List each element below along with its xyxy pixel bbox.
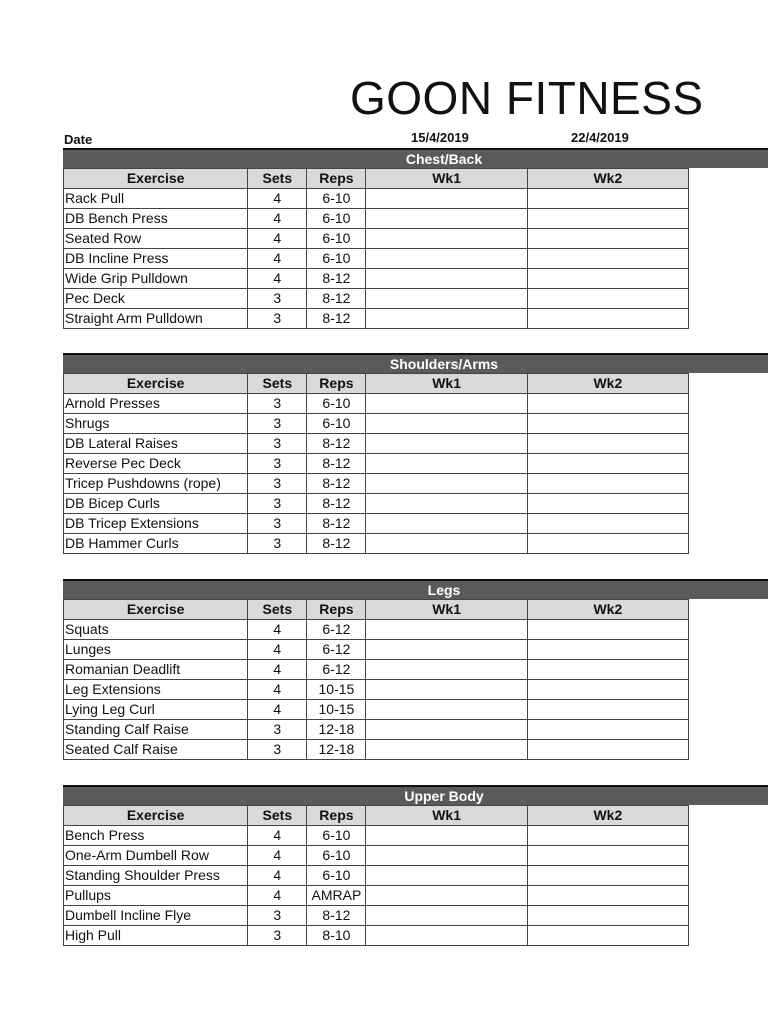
wk1-cell[interactable] bbox=[366, 680, 527, 700]
reps-cell[interactable]: 6-10 bbox=[307, 209, 366, 229]
wk1-cell[interactable] bbox=[366, 249, 527, 269]
exercise-cell[interactable]: Seated Calf Raise bbox=[64, 740, 248, 760]
column-header-wk1: Wk1 bbox=[366, 374, 527, 394]
exercise-table bbox=[63, 373, 689, 554]
table-row bbox=[64, 740, 689, 760]
column-header-wk2: Wk2 bbox=[527, 806, 688, 826]
wk2-cell[interactable] bbox=[527, 640, 688, 660]
section-upper-body bbox=[63, 785, 768, 946]
section-title: Upper Body bbox=[404, 788, 484, 804]
wk1-cell[interactable] bbox=[366, 720, 527, 740]
sets-cell[interactable]: 4 bbox=[248, 269, 307, 289]
sets-cell[interactable]: 3 bbox=[248, 534, 307, 554]
column-header-reps: Reps bbox=[307, 600, 366, 620]
wk2-cell[interactable] bbox=[527, 414, 688, 434]
wk2-cell[interactable] bbox=[527, 660, 688, 680]
section-header-bar bbox=[63, 148, 768, 168]
wk2-cell[interactable] bbox=[527, 514, 688, 534]
column-header-exercise: Exercise bbox=[64, 600, 248, 620]
reps-cell[interactable]: 8-10 bbox=[307, 926, 366, 946]
table-row bbox=[64, 434, 689, 454]
column-header-wk2: Wk2 bbox=[527, 374, 688, 394]
wk1-cell[interactable] bbox=[366, 886, 527, 906]
section-shoulders-arms bbox=[63, 353, 768, 554]
sets-cell[interactable]: 3 bbox=[248, 434, 307, 454]
table-row bbox=[64, 394, 689, 414]
sets-cell[interactable]: 3 bbox=[248, 454, 307, 474]
reps-cell[interactable]: 6-12 bbox=[307, 620, 366, 640]
wk1-cell[interactable] bbox=[366, 209, 527, 229]
exercise-cell[interactable]: Squats bbox=[64, 620, 248, 640]
wk1-cell[interactable] bbox=[366, 660, 527, 680]
date-label: Date bbox=[64, 132, 93, 147]
table-row bbox=[64, 846, 689, 866]
table-row bbox=[64, 249, 689, 269]
table-row bbox=[64, 289, 689, 309]
wk1-cell[interactable] bbox=[366, 514, 527, 534]
date-wk2[interactable]: 22/4/2019 bbox=[571, 130, 629, 145]
sets-cell[interactable]: 4 bbox=[248, 700, 307, 720]
exercise-cell[interactable]: Shrugs bbox=[64, 414, 248, 434]
wk1-cell[interactable] bbox=[366, 474, 527, 494]
column-header-wk1: Wk1 bbox=[366, 169, 527, 189]
table-row bbox=[64, 474, 689, 494]
table-row bbox=[64, 454, 689, 474]
column-header-reps: Reps bbox=[307, 374, 366, 394]
exercise-cell[interactable]: High Pull bbox=[64, 926, 248, 946]
table-row bbox=[64, 926, 689, 946]
table-header-row bbox=[64, 600, 689, 620]
wk2-cell[interactable] bbox=[527, 289, 688, 309]
reps-cell[interactable]: 8-12 bbox=[307, 434, 366, 454]
sets-cell[interactable]: 4 bbox=[248, 620, 307, 640]
exercise-cell[interactable]: Pullups bbox=[64, 886, 248, 906]
wk1-cell[interactable] bbox=[366, 534, 527, 554]
section-chest-back bbox=[63, 148, 768, 329]
sets-cell[interactable]: 4 bbox=[248, 209, 307, 229]
column-header-reps: Reps bbox=[307, 169, 366, 189]
section-title: Legs bbox=[427, 582, 461, 598]
exercise-cell[interactable]: Reverse Pec Deck bbox=[64, 454, 248, 474]
table-row bbox=[64, 640, 689, 660]
wk2-cell[interactable] bbox=[527, 249, 688, 269]
reps-cell[interactable]: 8-12 bbox=[307, 906, 366, 926]
exercise-cell[interactable]: Wide Grip Pulldown bbox=[64, 269, 248, 289]
section-title: Chest/Back bbox=[405, 151, 483, 167]
sets-cell[interactable]: 4 bbox=[248, 189, 307, 209]
wk1-cell[interactable] bbox=[366, 309, 527, 329]
reps-cell[interactable]: 6-10 bbox=[307, 866, 366, 886]
section-header-bar bbox=[63, 353, 768, 373]
reps-cell[interactable]: 6-12 bbox=[307, 660, 366, 680]
sets-cell[interactable]: 4 bbox=[248, 846, 307, 866]
reps-cell[interactable]: 6-10 bbox=[307, 229, 366, 249]
sets-cell[interactable]: 3 bbox=[248, 926, 307, 946]
column-header-reps: Reps bbox=[307, 806, 366, 826]
table-row bbox=[64, 189, 689, 209]
wk2-cell[interactable] bbox=[527, 926, 688, 946]
section-header-bar bbox=[63, 579, 768, 599]
reps-cell[interactable]: 8-12 bbox=[307, 534, 366, 554]
exercise-cell[interactable]: DB Bench Press bbox=[64, 209, 248, 229]
page-title: GOON FITNESS bbox=[350, 72, 704, 124]
wk2-cell[interactable] bbox=[527, 189, 688, 209]
exercise-cell[interactable]: Rack Pull bbox=[64, 189, 248, 209]
wk1-cell[interactable] bbox=[366, 906, 527, 926]
sets-cell[interactable]: 3 bbox=[248, 309, 307, 329]
wk1-cell[interactable] bbox=[366, 866, 527, 886]
reps-cell[interactable]: 10-15 bbox=[307, 680, 366, 700]
column-header-exercise: Exercise bbox=[64, 374, 248, 394]
wk2-cell[interactable] bbox=[527, 846, 688, 866]
column-header-wk1: Wk1 bbox=[366, 806, 527, 826]
wk2-cell[interactable] bbox=[527, 394, 688, 414]
wk2-cell[interactable] bbox=[527, 826, 688, 846]
exercise-cell[interactable]: Standing Shoulder Press bbox=[64, 866, 248, 886]
reps-cell[interactable]: 8-12 bbox=[307, 474, 366, 494]
wk2-cell[interactable] bbox=[527, 209, 688, 229]
table-row bbox=[64, 309, 689, 329]
wk2-cell[interactable] bbox=[527, 434, 688, 454]
reps-cell[interactable]: 8-12 bbox=[307, 309, 366, 329]
table-row bbox=[64, 720, 689, 740]
sets-cell[interactable]: 4 bbox=[248, 866, 307, 886]
exercise-cell[interactable]: Bench Press bbox=[64, 826, 248, 846]
column-header-wk1: Wk1 bbox=[366, 600, 527, 620]
column-header-exercise: Exercise bbox=[64, 169, 248, 189]
exercise-table bbox=[63, 599, 689, 760]
sets-cell[interactable]: 4 bbox=[248, 826, 307, 846]
reps-cell[interactable]: 6-12 bbox=[307, 640, 366, 660]
wk2-cell[interactable] bbox=[527, 620, 688, 640]
reps-cell[interactable]: 8-12 bbox=[307, 514, 366, 534]
sets-cell[interactable]: 3 bbox=[248, 906, 307, 926]
column-header-exercise: Exercise bbox=[64, 806, 248, 826]
exercise-cell[interactable]: Dumbell Incline Flye bbox=[64, 906, 248, 926]
section-header-bar bbox=[63, 785, 768, 805]
reps-cell[interactable]: AMRAP bbox=[307, 886, 366, 906]
table-row bbox=[64, 700, 689, 720]
exercise-cell[interactable]: DB Hammer Curls bbox=[64, 534, 248, 554]
wk1-cell[interactable] bbox=[366, 189, 527, 209]
table-row bbox=[64, 209, 689, 229]
wk2-cell[interactable] bbox=[527, 720, 688, 740]
wk1-cell[interactable] bbox=[366, 394, 527, 414]
exercise-cell[interactable]: One-Arm Dumbell Row bbox=[64, 846, 248, 866]
section-legs bbox=[63, 579, 768, 760]
column-header-sets: Sets bbox=[248, 169, 307, 189]
wk1-cell[interactable] bbox=[366, 826, 527, 846]
exercise-cell[interactable]: Romanian Deadlift bbox=[64, 660, 248, 680]
sets-cell[interactable]: 3 bbox=[248, 289, 307, 309]
wk1-cell[interactable] bbox=[366, 434, 527, 454]
sets-cell[interactable]: 3 bbox=[248, 740, 307, 760]
exercise-table bbox=[63, 168, 689, 329]
reps-cell[interactable]: 12-18 bbox=[307, 720, 366, 740]
exercise-cell[interactable]: DB Lateral Raises bbox=[64, 434, 248, 454]
column-header-sets: Sets bbox=[248, 600, 307, 620]
sets-cell[interactable]: 3 bbox=[248, 720, 307, 740]
wk2-cell[interactable] bbox=[527, 886, 688, 906]
wk2-cell[interactable] bbox=[527, 866, 688, 886]
column-header-sets: Sets bbox=[248, 806, 307, 826]
exercise-table bbox=[63, 805, 689, 946]
table-row bbox=[64, 886, 689, 906]
exercise-cell[interactable]: Arnold Presses bbox=[64, 394, 248, 414]
reps-cell[interactable]: 6-10 bbox=[307, 846, 366, 866]
exercise-cell[interactable]: Seated Row bbox=[64, 229, 248, 249]
sets-cell[interactable]: 4 bbox=[248, 886, 307, 906]
wk2-cell[interactable] bbox=[527, 494, 688, 514]
wk1-cell[interactable] bbox=[366, 454, 527, 474]
wk1-cell[interactable] bbox=[366, 846, 527, 866]
reps-cell[interactable]: 6-10 bbox=[307, 189, 366, 209]
column-header-sets: Sets bbox=[248, 374, 307, 394]
exercise-cell[interactable]: Lunges bbox=[64, 640, 248, 660]
reps-cell[interactable]: 12-18 bbox=[307, 740, 366, 760]
reps-cell[interactable]: 8-12 bbox=[307, 454, 366, 474]
wk2-cell[interactable] bbox=[527, 906, 688, 926]
table-header-row bbox=[64, 374, 689, 394]
table-header-row bbox=[64, 169, 689, 189]
wk1-cell[interactable] bbox=[366, 494, 527, 514]
exercise-cell[interactable]: Leg Extensions bbox=[64, 680, 248, 700]
reps-cell[interactable]: 8-12 bbox=[307, 269, 366, 289]
wk2-cell[interactable] bbox=[527, 474, 688, 494]
exercise-cell[interactable]: DB Incline Press bbox=[64, 249, 248, 269]
wk1-cell[interactable] bbox=[366, 640, 527, 660]
exercise-cell[interactable]: DB Tricep Extensions bbox=[64, 514, 248, 534]
table-row bbox=[64, 620, 689, 640]
wk2-cell[interactable] bbox=[527, 269, 688, 289]
reps-cell[interactable]: 8-12 bbox=[307, 289, 366, 309]
exercise-cell[interactable]: Pec Deck bbox=[64, 289, 248, 309]
wk1-cell[interactable] bbox=[366, 269, 527, 289]
reps-cell[interactable]: 10-15 bbox=[307, 700, 366, 720]
table-row bbox=[64, 826, 689, 846]
sets-cell[interactable]: 4 bbox=[248, 229, 307, 249]
sets-cell[interactable]: 4 bbox=[248, 680, 307, 700]
sets-cell[interactable]: 4 bbox=[248, 249, 307, 269]
wk2-cell[interactable] bbox=[527, 740, 688, 760]
wk2-cell[interactable] bbox=[527, 534, 688, 554]
sets-cell[interactable]: 3 bbox=[248, 474, 307, 494]
exercise-cell[interactable]: Straight Arm Pulldown bbox=[64, 309, 248, 329]
table-row bbox=[64, 514, 689, 534]
table-row bbox=[64, 660, 689, 680]
exercise-cell[interactable]: Lying Leg Curl bbox=[64, 700, 248, 720]
wk2-cell[interactable] bbox=[527, 309, 688, 329]
sets-cell[interactable]: 3 bbox=[248, 414, 307, 434]
wk2-cell[interactable] bbox=[527, 229, 688, 249]
reps-cell[interactable]: 6-10 bbox=[307, 414, 366, 434]
table-row bbox=[64, 680, 689, 700]
sets-cell[interactable]: 4 bbox=[248, 640, 307, 660]
wk2-cell[interactable] bbox=[527, 680, 688, 700]
table-row bbox=[64, 229, 689, 249]
wk1-cell[interactable] bbox=[366, 229, 527, 249]
table-row bbox=[64, 866, 689, 886]
wk2-cell[interactable] bbox=[527, 700, 688, 720]
wk1-cell[interactable] bbox=[366, 740, 527, 760]
wk1-cell[interactable] bbox=[366, 289, 527, 309]
date-wk1[interactable]: 15/4/2019 bbox=[411, 130, 469, 145]
table-row bbox=[64, 906, 689, 926]
table-row bbox=[64, 534, 689, 554]
wk2-cell[interactable] bbox=[527, 454, 688, 474]
table-header-row bbox=[64, 806, 689, 826]
sets-cell[interactable]: 3 bbox=[248, 514, 307, 534]
sets-cell[interactable]: 4 bbox=[248, 660, 307, 680]
reps-cell[interactable]: 8-12 bbox=[307, 494, 366, 514]
reps-cell[interactable]: 6-10 bbox=[307, 249, 366, 269]
wk1-cell[interactable] bbox=[366, 926, 527, 946]
table-row bbox=[64, 269, 689, 289]
sets-cell[interactable]: 3 bbox=[248, 494, 307, 514]
exercise-cell[interactable]: DB Bicep Curls bbox=[64, 494, 248, 514]
table-row bbox=[64, 494, 689, 514]
sets-cell[interactable]: 3 bbox=[248, 394, 307, 414]
table-row bbox=[64, 414, 689, 434]
wk1-cell[interactable] bbox=[366, 620, 527, 640]
column-header-wk2: Wk2 bbox=[527, 600, 688, 620]
exercise-cell[interactable]: Tricep Pushdowns (rope) bbox=[64, 474, 248, 494]
date-row bbox=[63, 130, 688, 148]
reps-cell[interactable]: 6-10 bbox=[307, 394, 366, 414]
reps-cell[interactable]: 6-10 bbox=[307, 826, 366, 846]
wk1-cell[interactable] bbox=[366, 700, 527, 720]
exercise-cell[interactable]: Standing Calf Raise bbox=[64, 720, 248, 740]
column-header-wk2: Wk2 bbox=[527, 169, 688, 189]
wk1-cell[interactable] bbox=[366, 414, 527, 434]
section-title: Shoulders/Arms bbox=[389, 356, 499, 372]
